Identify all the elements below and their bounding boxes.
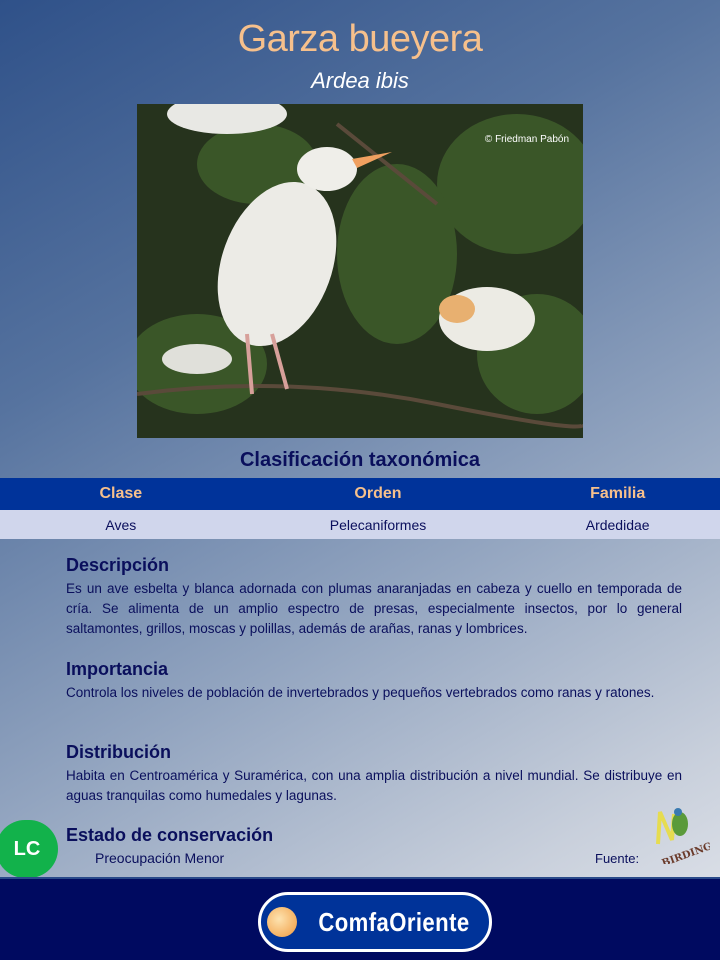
value-orden: Pelecaniformes (329, 516, 427, 533)
section-title: Estado de conservación (66, 825, 274, 845)
source-label: Fuente: (595, 851, 640, 866)
section-title: Importancia (66, 659, 169, 679)
conservation-section (66, 825, 682, 849)
logo-emblem-icon (267, 907, 297, 937)
taxonomy-header-row (0, 478, 720, 510)
scientific-name: Ardea ibis (311, 68, 409, 93)
logo-text: ComfaOriente (318, 906, 470, 937)
taxonomy-title: Clasificación taxonómica (239, 449, 481, 471)
taxonomy-value-row (0, 510, 720, 539)
bird-photo (137, 104, 583, 438)
section-text: Es un ave esbelta y blanca adornada con plumas anaranjadas en cabeza y cuello en temporada de cría. Se alimenta de un amplio espectro de presas, especialmente insectos, por lo general saltamontes, grillos, moscas y polillas, además de arañas, ranas y lombrices. (66, 581, 682, 636)
photo-credit: © Friedman Pabón (484, 134, 569, 145)
section-title: Distribución (66, 742, 172, 762)
header-orden: Orden (354, 485, 402, 502)
importance-section (66, 659, 682, 703)
value-familia: Ardedidae (585, 516, 650, 533)
header-clase: Clase (99, 485, 143, 502)
distribution-section (66, 742, 682, 806)
conservation-status-badge: LC (0, 820, 58, 878)
section-text: Controla los niveles de población de invertebrados y pequeños vertebrados como ranas y ratones. (66, 685, 655, 700)
conservation-status-text: Preocupación Menor (95, 850, 225, 866)
common-name-title: Garza bueyera (237, 18, 483, 60)
section-text: Habita en Centroamérica y Suramérica, con una amplia distribución a nivel mundial. Se distribuye en aguas tranquilas como humedales y lagunas. (66, 768, 682, 803)
comfaoriente-logo (258, 892, 492, 952)
section-title: Descripción (66, 555, 170, 575)
header-familia: Familia (590, 485, 646, 502)
description-section (66, 555, 682, 639)
svg-text:BIRDING: BIRDING (660, 841, 710, 864)
birding-logo (650, 804, 710, 864)
footer (0, 877, 720, 960)
value-clase: Aves (105, 516, 137, 533)
